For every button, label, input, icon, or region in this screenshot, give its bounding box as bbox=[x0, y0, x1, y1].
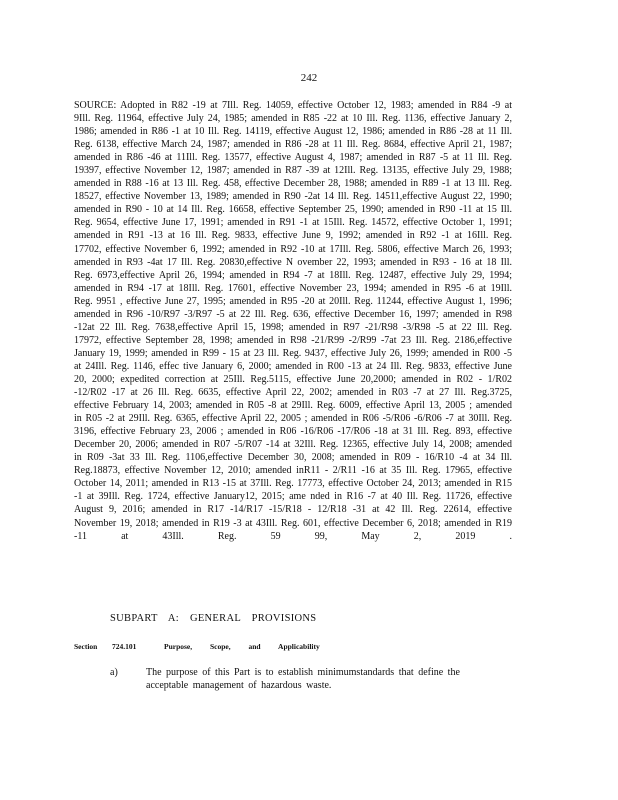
subsection-marker: a) bbox=[110, 667, 118, 678]
source-note: SOURCE: Adopted in R82 -19 at 7Ill. Reg. 14059, effective October 12, 1983; amended in R84 -9 at 9Ill. Reg. 11964, effective July 24, 1985; amended in R85 -22 at 10 Ill. Reg. 1136, effective January 2, 1986; amended in R86 -1 at 10 Ill. Reg. 14119, effective August 12, 1986; amended in R86 -28 at 11 Ill. Reg. 6138, effective March 24, 1987; amended in R86 -28 at 11 Ill. Reg. 8684, effective April 21, 1987; amended in R86 -46 at 11Ill. Reg. 13577, effective August 4, 1987; amended in R87 -5 at 11 Ill. Reg. 19397, effective November 12, 1987; amended in R87 -39 at 12Ill. Reg. 13135, effective July 29, 1988; amended in R88 -16 at 13 Ill. Reg. 458, effective December 28, 1988; amended in R89 -1 at 13 Ill. Reg. 18527, effective November 13, 1989; amended in R90 -2at 14 Ill. Reg. 14511,effective August 22, 1990; amended in R90 - 10 at 14 Ill. Reg. 16658, effective September 25, 1990; amended in R90 -11 at 15 Ill. Reg. 9654, effective June 17, 1991; amended in R91 -1 at 15Ill. Reg. 14572, effective October 1, 1991; amended in R91 -13 at 16 Ill. Reg. 9833, effective June 9, 1992; amended in R92 -1 at 16Ill. Reg. 17702, effective November 6, 1992; amended in R92 -10 at 17Ill. Reg. 5806, effective March 26, 1993; amended in R93 -4at 17 Ill. Reg. 20830,effective N ovember 22, 1993; amended in R93 - 16 at 18 Ill. Reg. 6973,effective April 26, 1994; amended in R94 -7 at 18Ill. Reg. 12487, effective July 29, 1994; amended in R94 -17 at 18Ill. Reg. 17601, effective November 23, 1994; amended in R95 -6 at 19Ill. Reg. 9951 , effective June 27, 1995; amended in R95 -20 at 20Ill. Reg. 11244, effective August 1, 1996; amended in R96 -10/R97 -3/R97 -5 at 22 Ill. Reg. 636, effective December 16, 1997; amended in R98 -12at 22 Ill. Reg. 7638,effective April 15, 1998; amended in R97 -21/R98 -3/R98 -5 at 22 Ill. Reg. 17972, effective September 28, 1998; amended in R98 -21/R99 -2/R99 -7at 23 Ill. Reg. 2186,effective January 19, 1999; amended in R99 - 15 at 23 Ill. Reg. 9437, effective July 26, 1999; amended in R00 -5 at 24Ill. Reg. 1146, effec tive January 6, 2000; amended in R00 -13 at 24 Ill. Reg. 9833, effective June 20, 2000; expedited correction at 25Ill. Reg.5115, effective June 20,2000; amended in R02 - 1/R02 -12/R02 -17 at 26 Ill. Reg. 6635, effective April 22, 2002; amended in R03 -7 at 27 Ill. Reg.3725, effective February 14, 2003; amended in R05 -8 at 29Ill. Reg. 6009, effective April 13, 2005 ; amended in R05 -2 at 29Ill. Reg. 6365, effective April 22, 2005 ; amended in R06 -5/R06 -6/R06 -7 at 30Ill. Reg. 3196, effective February 23, 2006 ; amended in R06 -16/R06 -17/R06 -18 at 31 Ill. Reg. 893, effective December 20, 2006; amended in R07 -5/R07 -14 at 32Ill. Reg. 12365, effective July 14, 2008; amended in R09 -3at 33 Ill. Reg. 1106,effective December 30, 2008; amended in R09 - 16/R10 -4 at 34 Ill. Reg.18873, effective November 12, 2010; amended inR11 - 2/R11 -16 at 35 Ill. Reg. 17965, effective October 14, 2011; amended in R13 -15 at 37Ill. Reg. 17773, effective October 24, 2013; amended in R15 -1 at 39Ill. Reg. 1724, effective January12, 2015; ame nded in R16 -7 at 40 Ill. Reg. 11726, effective August 9, 2016; amended in R17 -14/R17 -15/R18 - 12/R18 -31 at 42 Ill. Reg. 22614, effective November 19, 2018; amended in R19 -3 at 43Ill. Reg. 601, effective December 6, 2018; amended in R19 -11 at 43Ill. Reg. 59 99, May 2, 2019 . bbox=[74, 100, 513, 542]
section-title: Purpose, Scope, and Applicability bbox=[164, 642, 320, 651]
section-heading bbox=[74, 642, 320, 651]
section-label: Section bbox=[74, 642, 98, 651]
subpart-heading: SUBPART A: GENERAL PROVISIONS bbox=[110, 613, 317, 624]
subsection-text: The purpose of this Part is to establish minimumstandards that define the acceptable management of hazardous waste. bbox=[146, 667, 460, 691]
page-number: 242 bbox=[300, 72, 318, 84]
section-number: 724.101 bbox=[112, 642, 137, 651]
